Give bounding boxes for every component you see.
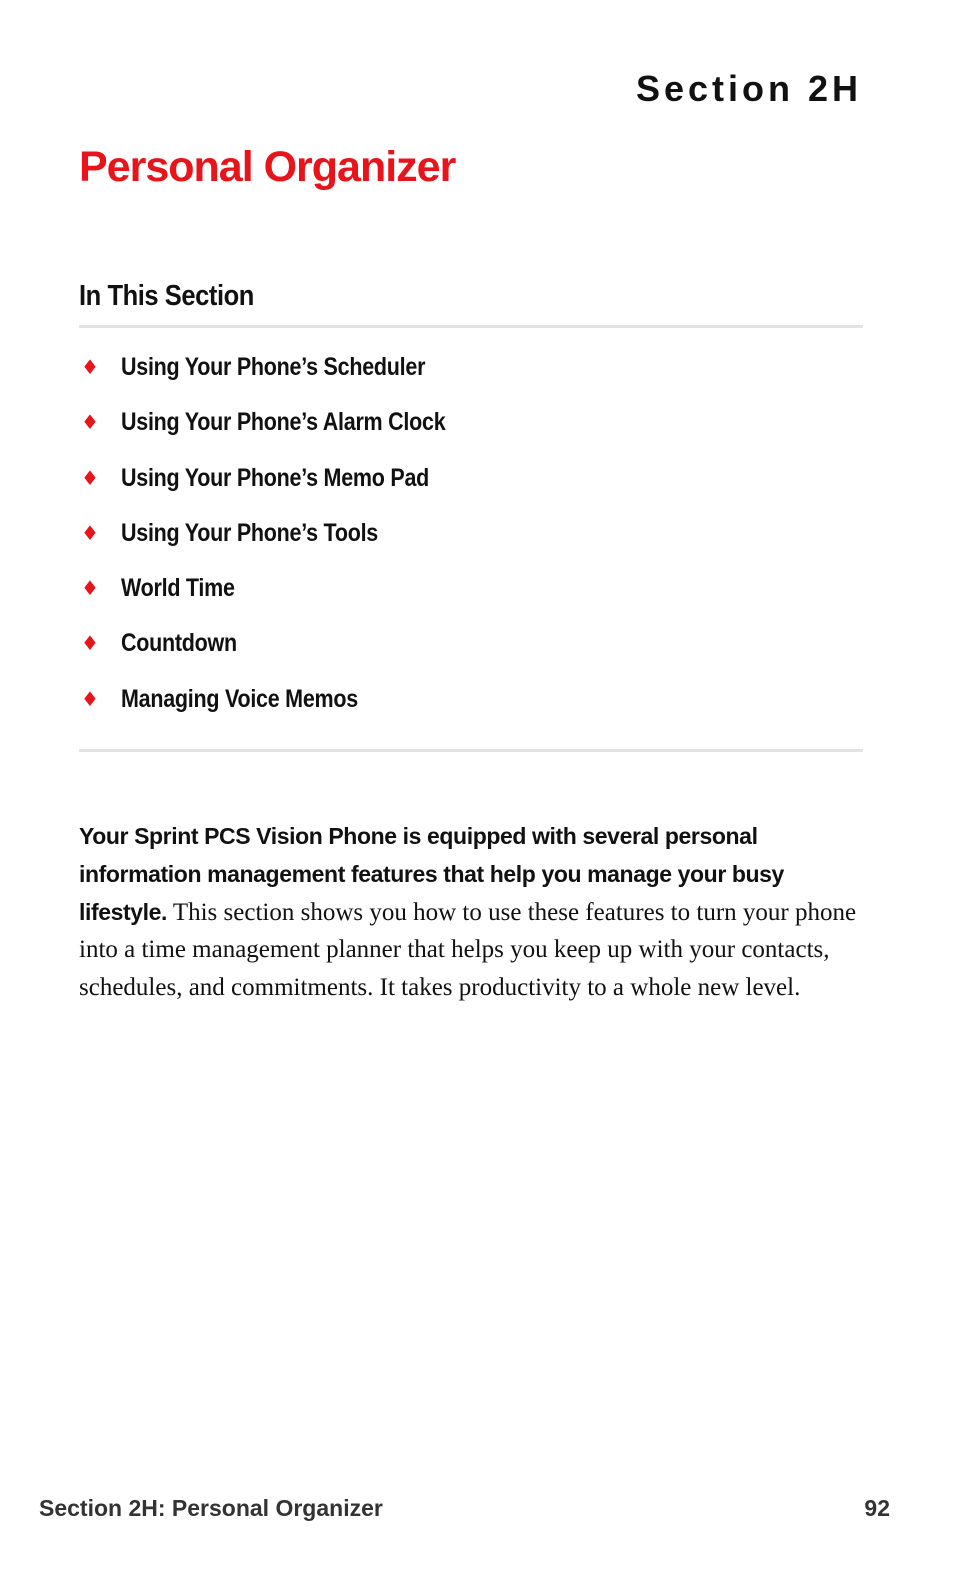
in-this-section-heading: In This Section bbox=[79, 280, 254, 312]
list-item[interactable] bbox=[79, 401, 498, 456]
diamond-bullet-icon: ♦ bbox=[81, 631, 99, 656]
list-item-label: Using Your Phone’s Tools bbox=[121, 518, 379, 547]
list-item[interactable] bbox=[79, 622, 498, 677]
footer-section-title: Section 2H: Personal Organizer bbox=[39, 1495, 383, 1521]
list-item-label: Using Your Phone’s Scheduler bbox=[121, 353, 426, 381]
list-item[interactable] bbox=[79, 346, 498, 401]
intro-body: This section shows you how to use these features to turn your phone into a time management planner that helps you keep up with your contacts, schedules, and commitments. It takes productivity to a whole new level. bbox=[79, 898, 857, 1002]
list-item[interactable] bbox=[79, 512, 498, 567]
page-number: 92 bbox=[864, 1495, 890, 1521]
diamond-bullet-icon: ♦ bbox=[81, 410, 99, 435]
list-item[interactable] bbox=[79, 678, 498, 733]
list-item-label: Using Your Phone’s Alarm Clock bbox=[121, 408, 446, 437]
diamond-bullet-icon: ♦ bbox=[81, 465, 99, 490]
list-item[interactable] bbox=[79, 567, 498, 622]
list-item-label: Using Your Phone’s Memo Pad bbox=[121, 463, 430, 492]
intro-paragraph bbox=[79, 818, 869, 1007]
page-title: Personal Organizer bbox=[79, 143, 456, 191]
diamond-bullet-icon: ♦ bbox=[81, 520, 99, 545]
bottom-divider bbox=[79, 749, 863, 752]
diamond-bullet-icon: ♦ bbox=[81, 576, 99, 601]
section-contents-list bbox=[79, 346, 498, 733]
list-item[interactable] bbox=[79, 457, 498, 512]
list-item-label: World Time bbox=[121, 574, 235, 603]
list-item-label: Managing Voice Memos bbox=[121, 684, 358, 713]
intro-lead: Your Sprint PCS Vision Phone is equipped with several personal information management features that help you manage your busy lifestyle. bbox=[79, 823, 784, 925]
section-label: Section 2H bbox=[635, 68, 862, 109]
list-item-label: Countdown bbox=[121, 629, 237, 658]
diamond-bullet-icon: ♦ bbox=[81, 686, 99, 711]
top-divider bbox=[79, 325, 863, 328]
diamond-bullet-icon: ♦ bbox=[81, 355, 99, 379]
